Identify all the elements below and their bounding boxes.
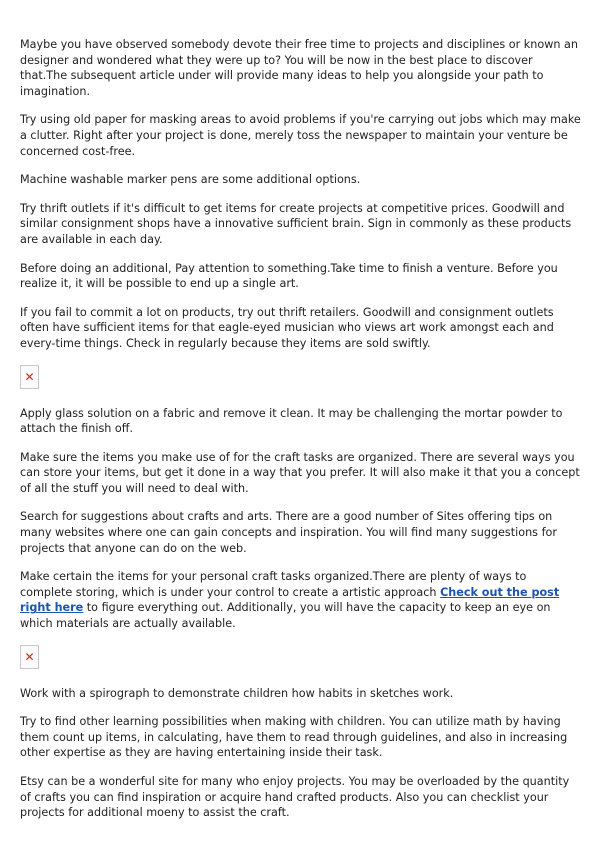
broken-image-icon: ✕ (24, 369, 35, 384)
paragraph-5: Before doing an additional, Pay attention to something.Take time to finish a venture. Before you realize it, it will be possible to end up a single art. (20, 261, 558, 291)
paragraph-3: Machine washable marker pens are some additional options. (20, 173, 361, 187)
paragraph-2: Try using old paper for masking areas to avoid problems if you're carrying out jobs which may make a clutter. Right after your project is done, merely toss the newspaper to maintain your venture be concerned cost-free. (20, 113, 581, 158)
paragraph-10-text-end: to figure everything out. Additionally, you will have the capacity to keep an eye on which materials are actually available. (20, 601, 551, 631)
broken-image-2 (20, 645, 39, 669)
paragraph-9: Search for suggestions about crafts and arts. There are a good number of Sites offering tips on many websites where one can gain concepts and inspiration. You will find many suggestions for projects that anyone can do on the web. (20, 510, 557, 555)
paragraph-10-text-start: Make certain the items for your personal craft tasks organized.There are plenty of ways to complete storing, which is under your control to create a artistic approach (20, 570, 527, 599)
paragraph-6: If you fail to commit a lot on products, try out thrift retailers. Goodwill and consignment outlets often have sufficient items for that eagle-eyed musician who views art work amongst each and every-time things. Check in regularly because they items are sold swiftly. (20, 305, 554, 350)
paragraph-8: Make sure the items you make use of for the craft tasks are organized. There are several ways you can store your items, but get it done in a way that you prefer. It will also make it that you a concept of all the stuff you will need to deal with. (20, 450, 580, 495)
paragraph-7: Apply glass solution on a fabric and remove it clean. It may be challenging the mortar powder to attach the finish off. (20, 406, 563, 436)
paragraph-13: Etsy can be a wonderful site for many who enjoy projects. You may be overloaded by the quantity of crafts you can find inspiration or acquire hand crafted products. Also you can checklist your projects for additional moeny to assist the craft. (20, 775, 570, 820)
paragraph-10 (20, 569, 582, 631)
broken-image-icon: ✕ (24, 649, 35, 664)
paragraph-4: Try thrift outlets if it's difficult to get items for create projects at competitive prices. Goodwill and similar consignment shops have a innovative sufficient brain. Sign in commonly as these products are available in each day. (20, 201, 572, 246)
paragraph-1: Maybe you have observed somebody devote their free time to projects and disciplines or known an designer and wondered what they were up to? You will be now in the best place to discover that.The subsequent article under will provide many ideas to help you alongside your path to imagination. (20, 38, 578, 98)
paragraph-11: Work with a spirograph to demonstrate children how habits in sketches work. (20, 686, 454, 700)
article-body (20, 37, 582, 834)
paragraph-12: Try to find other learning possibilities when making with children. You can utilize math by having them count up items, in calculating, have them to read through guidelines, and also in increasing other expertise as they are having entertaining inside their task. (20, 715, 568, 760)
broken-image-1 (20, 365, 39, 389)
post-link[interactable]: Check out the post right here (20, 585, 560, 615)
